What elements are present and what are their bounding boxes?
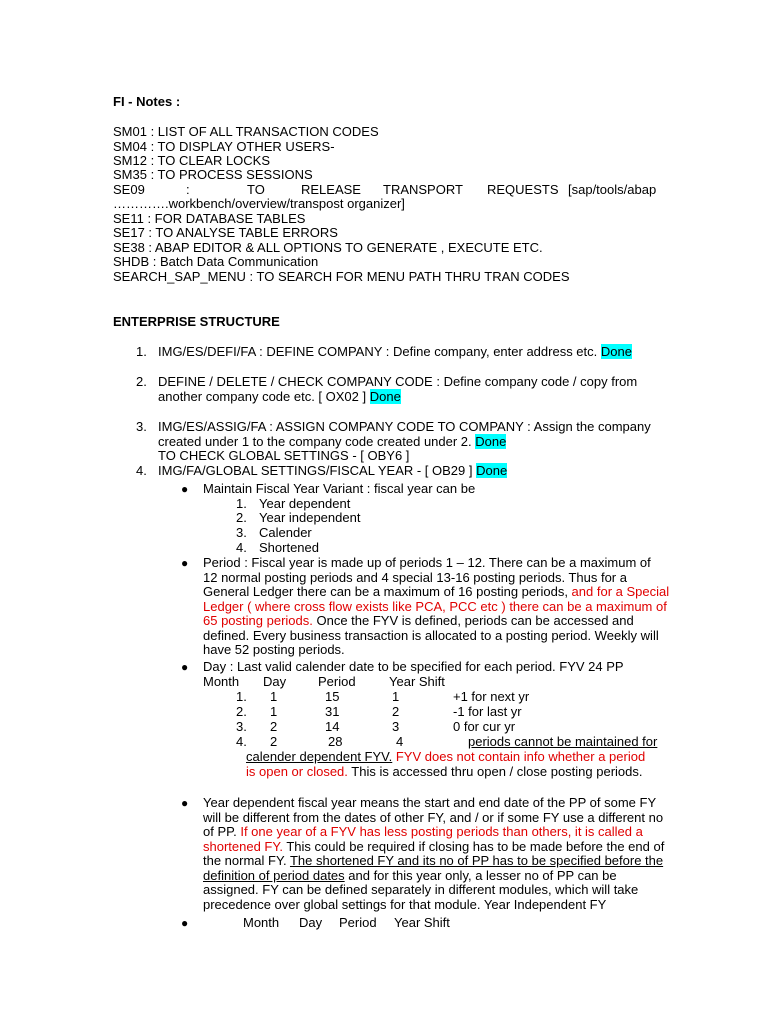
table-cell: 2.: [236, 704, 247, 719]
list-item-text: created under 1 to the company code created under 2.: [158, 434, 472, 449]
day-note-red: FYV does not contain info whether a period: [392, 749, 646, 764]
list-item: [158, 344, 632, 359]
bullet-icon: ●: [181, 660, 189, 674]
code-se09-word: TO: [247, 182, 265, 197]
list-number: 4.: [136, 463, 147, 478]
table-cell: 4: [396, 734, 404, 749]
sublist-number: 1.: [236, 496, 247, 511]
table-cell: 2: [270, 734, 278, 749]
table-cell: 1: [270, 689, 278, 704]
code-se09-sep: :: [186, 182, 190, 197]
table-cell: 28: [328, 734, 343, 749]
done-marker: Done: [369, 389, 401, 404]
ydep-text: and for this year only, a lesser no of PP can be: [344, 868, 617, 883]
done-marker: Done: [600, 344, 632, 359]
done-marker: Done: [475, 434, 507, 449]
code-line: SEARCH_SAP_MENU : TO SEARCH FOR MENU PATH THRU TRAN CODES: [113, 269, 570, 284]
code-se09-word: [sap/tools/abap: [568, 182, 657, 197]
table-header: Day: [263, 674, 287, 689]
sublist-number: 3.: [236, 525, 247, 540]
table-header: Day: [299, 915, 323, 930]
table-header: Year Shift: [394, 915, 450, 930]
period-line: [203, 584, 669, 599]
table-header: Period: [339, 915, 377, 930]
day-note: [246, 764, 643, 779]
table-cell: 3.: [236, 719, 247, 734]
bullet-icon: ●: [181, 916, 189, 930]
code-line: SM35 : TO PROCESS SESSIONS: [113, 167, 313, 182]
list-item: [158, 389, 401, 404]
list-item-text: IMG/ES/ASSIG/FA : ASSIGN COMPANY CODE TO COMPANY : Assign the company: [158, 419, 651, 434]
table-cell: -1 for last yr: [453, 704, 522, 719]
code-se09-word: TRANSPORT: [383, 182, 463, 197]
ydep-text-underlined: definition of period dates: [203, 868, 345, 883]
ydep-line: [203, 853, 663, 868]
table-cell: +1 for next yr: [453, 689, 530, 704]
period-line: Period : Fiscal year is made up of periods 1 – 12. There can be a maximum of: [203, 555, 651, 570]
sublist-number: 2.: [236, 510, 247, 525]
table-header: Year Shift: [389, 674, 445, 689]
code-se09-cont: ………….workbench/overview/transpost organizer]: [113, 196, 405, 211]
table-cell: periods cannot be maintained for: [468, 734, 658, 749]
period-line: 12 normal posting periods and 4 special 13-16 posting periods. Thus for a: [203, 570, 627, 585]
list-item-text: IMG/ES/DEFI/FA : DEFINE COMPANY : Define company, enter address etc.: [158, 344, 598, 359]
table-cell: 1: [270, 704, 278, 719]
period-text: General Ledger there can be a maximum of 16 posting periods,: [203, 584, 568, 599]
table-cell: 31: [325, 704, 340, 719]
period-text-red: 65 posting periods.: [203, 613, 313, 628]
period-line: have 52 posting periods.: [203, 642, 345, 657]
code-se09: SE09: [113, 182, 145, 197]
section-title: ENTERPRISE STRUCTURE: [113, 314, 280, 329]
ydep-text-red: If one year of a FYV has less posting periods than others, it is called a: [236, 824, 643, 839]
sublist-item: Shortened: [259, 540, 319, 555]
table-cell: 0 for cur yr: [453, 719, 516, 734]
ydep-text: of PP.: [203, 824, 237, 839]
ydep-line: will be different from the dates of other FY, and / or if some FY use a different no: [203, 810, 664, 825]
code-line: SE38 : ABAP EDITOR & ALL OPTIONS TO GENERATE , EXECUTE ETC.: [113, 240, 543, 255]
period-text-red: and for a Special: [567, 584, 670, 599]
ydep-text: the normal FY.: [203, 853, 290, 868]
code-line: SM12 : TO CLEAR LOCKS: [113, 153, 271, 168]
table-cell: 1.: [236, 689, 247, 704]
day-note: [246, 749, 645, 764]
table-cell: 14: [325, 719, 340, 734]
ydep-line: Year dependent fiscal year means the start and end date of the PP of some FY: [203, 795, 657, 810]
list-item-text: TO CHECK GLOBAL SETTINGS - [ OBY6 ]: [158, 448, 410, 463]
bullet-icon: ●: [181, 482, 189, 496]
list-number: 1.: [136, 344, 147, 359]
list-number: 3.: [136, 419, 147, 434]
day-note-underlined: calender dependent FYV.: [246, 749, 393, 764]
ydep-text-underlined: The shortened FY and its no of PP has to be specified before the: [289, 853, 664, 868]
day-note-text: This is accessed thru open / close posting periods.: [347, 764, 643, 779]
ydep-text-red: shortened FY.: [203, 839, 283, 854]
ydep-line: assigned. FY can be defined separately in different modules, which will take: [203, 882, 639, 897]
table-cell: 4.: [236, 734, 247, 749]
period-line: Ledger ( where cross flow exists like PCA, PCC etc ) there can be a maximum of: [203, 599, 667, 614]
code-se09-word: RELEASE: [301, 182, 361, 197]
table-header: Month: [243, 915, 280, 930]
table-header: Month: [203, 674, 240, 689]
sublist-item: Year independent: [259, 510, 361, 525]
ydep-line: [203, 839, 664, 854]
list-item-text: DEFINE / DELETE / CHECK COMPANY CODE : Define company code / copy from: [158, 374, 638, 389]
list-item: [158, 434, 506, 449]
code-line: SE11 : FOR DATABASE TABLES: [113, 211, 306, 226]
period-line: defined. Every business transaction is allocated to a posting period. Weekly will: [203, 628, 659, 643]
bullet-icon: ●: [181, 796, 189, 810]
day-note-red: is open or closed.: [246, 764, 348, 779]
ydep-text: This could be required if closing has to be made before the end of: [282, 839, 665, 854]
table-cell: 15: [325, 689, 340, 704]
list-item-text: IMG/FA/GLOBAL SETTINGS/FISCAL YEAR - [ OB29 ]: [158, 463, 473, 478]
fyv-intro: Maintain Fiscal Year Variant : fiscal year can be: [203, 481, 476, 496]
period-line: [203, 613, 634, 628]
list-number: 2.: [136, 374, 147, 389]
code-line: SM01 : LIST OF ALL TRANSACTION CODES: [113, 124, 379, 139]
table-header: Period: [318, 674, 356, 689]
code-line: SE17 : TO ANALYSE TABLE ERRORS: [113, 225, 338, 240]
done-marker: Done: [476, 463, 508, 478]
table-cell: 1: [392, 689, 400, 704]
bullet-icon: ●: [181, 556, 189, 570]
table-cell: 3: [392, 719, 400, 734]
list-item: [158, 463, 507, 478]
table-cell: 2: [270, 719, 278, 734]
notes-heading: FI - Notes :: [113, 94, 181, 109]
period-text: Once the FYV is defined, periods can be accessed and: [312, 613, 634, 628]
table-cell: 2: [392, 704, 400, 719]
list-item-text: another company code etc. [ OX02 ]: [158, 389, 367, 404]
ydep-line: [203, 824, 643, 839]
sublist-item: Calender: [259, 525, 312, 540]
day-line: Day : Last valid calender date to be specified for each period. FYV 24 PP: [203, 659, 624, 674]
sublist-number: 4.: [236, 540, 247, 555]
ydep-line: [203, 868, 617, 883]
code-line: SM04 : TO DISPLAY OTHER USERS-: [113, 139, 335, 154]
ydep-line: precedence over global settings for that module. Year Independent FY: [203, 897, 607, 912]
code-se09-word: REQUESTS: [487, 182, 559, 197]
code-line: SHDB : Batch Data Communication: [113, 254, 319, 269]
sublist-item: Year dependent: [259, 496, 351, 511]
